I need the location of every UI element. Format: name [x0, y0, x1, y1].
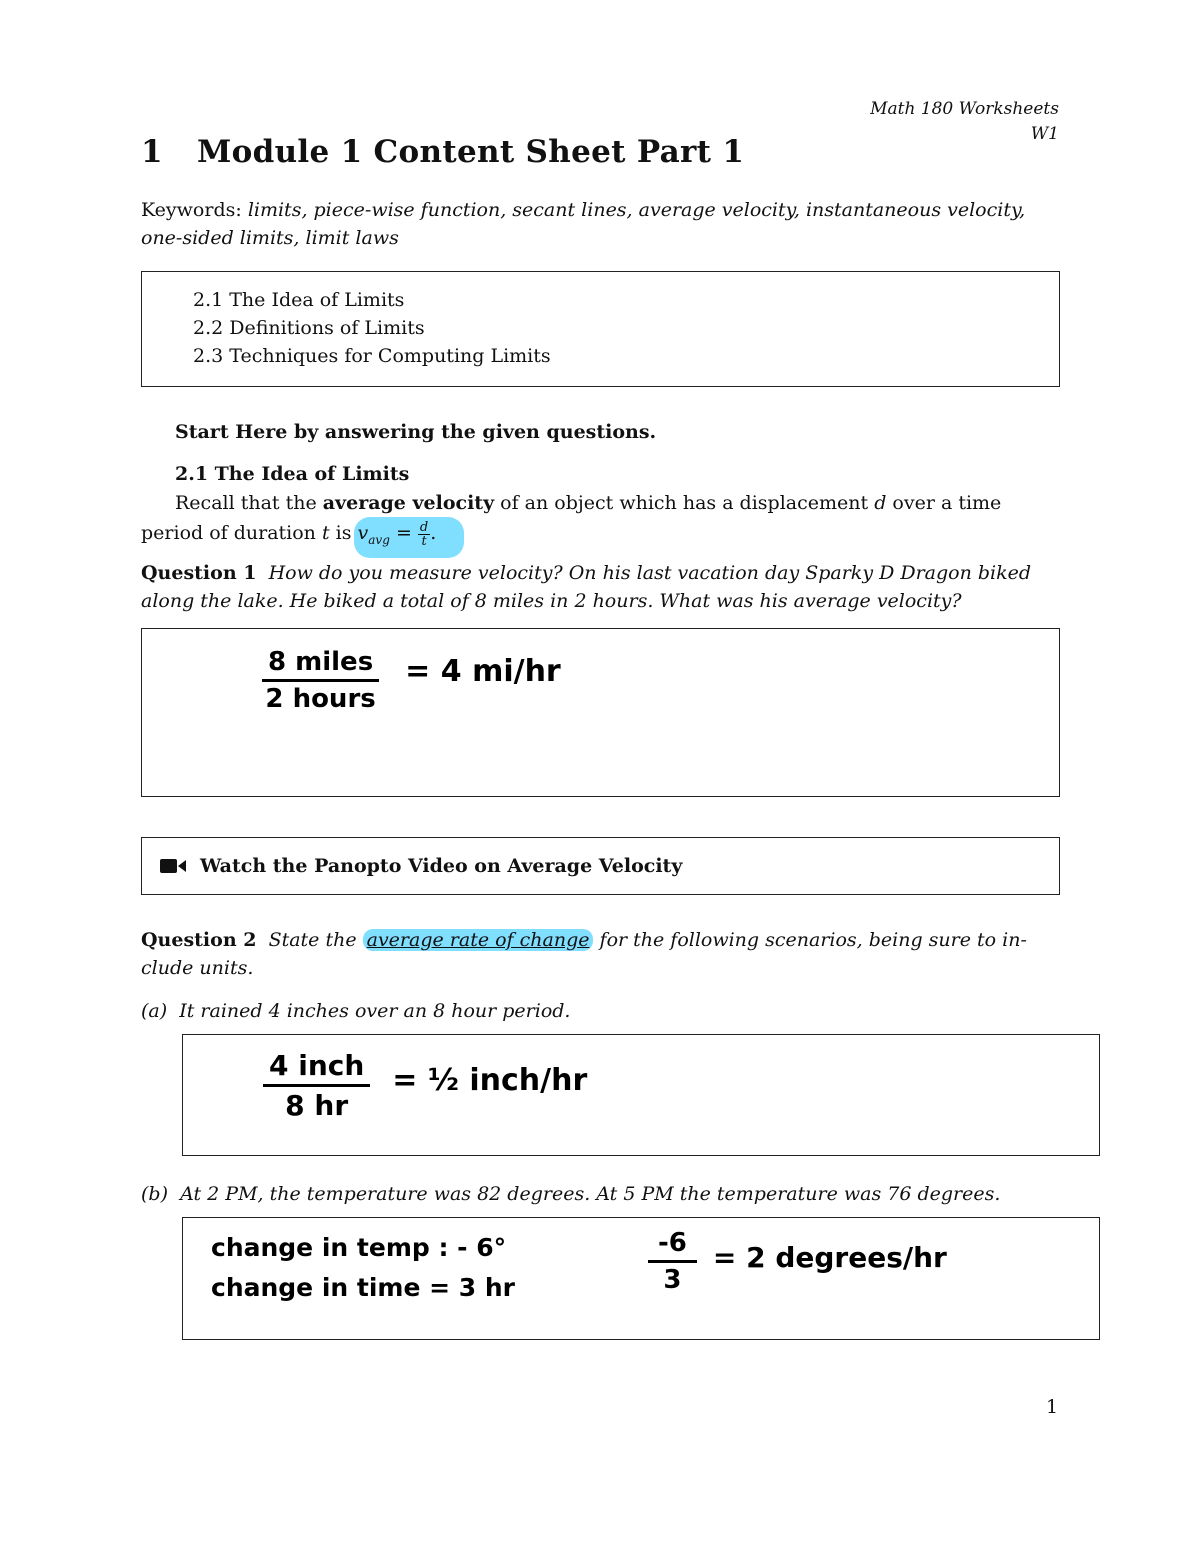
video-callout[interactable]	[141, 837, 1060, 895]
toc-item: 2.1 The Idea of Limits	[193, 289, 405, 311]
question-2: Question 2 State the average rate of change for the following scenarios, being sure to in- clude units.	[141, 929, 1027, 979]
course-name: Math 180 Worksheets	[870, 99, 1059, 119]
page-number: 1	[1046, 1396, 1059, 1418]
part-a-prompt: (a) It rained 4 inches over an 8 hour period.	[141, 1000, 571, 1022]
handwritten-answer-2b-result: $\frac{-6}{3}$ = 2 degrees/hr	[648, 1228, 947, 1295]
section-heading: 2.1 The Idea of Limits	[175, 463, 410, 485]
question-1: Question 1 How do you measure velocity? On his last vacation day Sparky D Dragon biked along the lake. He biked a total of 8 miles in 2 hours. What was his average velocity?	[141, 562, 1032, 612]
recall-paragraph: Recall that the average velocity of an object which has a displacement d over a time period of duration t is $v_{avg}$ = $\frac{d}{t}$ .	[141, 489, 1061, 558]
answer-box-2a[interactable]	[182, 1034, 1100, 1156]
velocity-fraction: $\frac{d}{t}$	[419, 519, 429, 549]
video-camera-icon	[160, 857, 186, 875]
keywords-label: Keywords:	[141, 199, 242, 221]
question-1-label: Question 1	[141, 562, 257, 584]
handwritten-answer-2a: $\frac{\text{4 inch}}{8 hr}$ = ½ inch/hr	[263, 1049, 587, 1122]
keywords-list-line2: one-sided limits, limit laws	[141, 227, 399, 249]
answer-box-1[interactable]	[141, 628, 1060, 797]
start-here-heading: Start Here by answering the given questions.	[175, 421, 657, 443]
answer-box-2b[interactable]	[182, 1217, 1100, 1340]
handwritten-answer-2b-work: change in temp : - 6° change in time = 3 hr	[211, 1233, 516, 1302]
worksheet-code: W1	[1030, 124, 1059, 144]
page-title	[141, 134, 744, 170]
toc-item: 2.3 Techniques for Computing Limits	[193, 345, 551, 367]
formula-highlight: $v_{avg}$ = $\frac{d}{t}$ .	[354, 517, 465, 558]
keywords	[141, 196, 1061, 252]
highlight-average-rate-of-change: average rate of change	[363, 929, 594, 951]
video-link-label[interactable]: Watch the Panopto Video on Average Velocity	[200, 855, 683, 877]
part-b-prompt: (b) At 2 PM, the temperature was 82 degrees. At 5 PM the temperature was 76 degrees.	[141, 1183, 1001, 1205]
part-a-label: (a)	[141, 1000, 168, 1022]
question-2-label: Question 2	[141, 929, 257, 951]
title-text: Module 1 Content Sheet Part 1	[197, 134, 745, 170]
toc-item: 2.2 Definitions of Limits	[193, 317, 425, 339]
term-average-velocity: average velocity	[322, 492, 495, 514]
keywords-list-line1: limits, piece-wise function, secant lines, average velocity, instantaneous velocity,	[247, 199, 1026, 221]
section-number: 1	[141, 134, 163, 170]
handwritten-answer-1: $\frac{\text{8 miles}}{\text{2 hours}}$ = 4 mi/hr	[262, 647, 561, 714]
running-header	[870, 97, 1059, 147]
part-b-label: (b)	[141, 1183, 168, 1205]
toc-box	[141, 271, 1060, 387]
